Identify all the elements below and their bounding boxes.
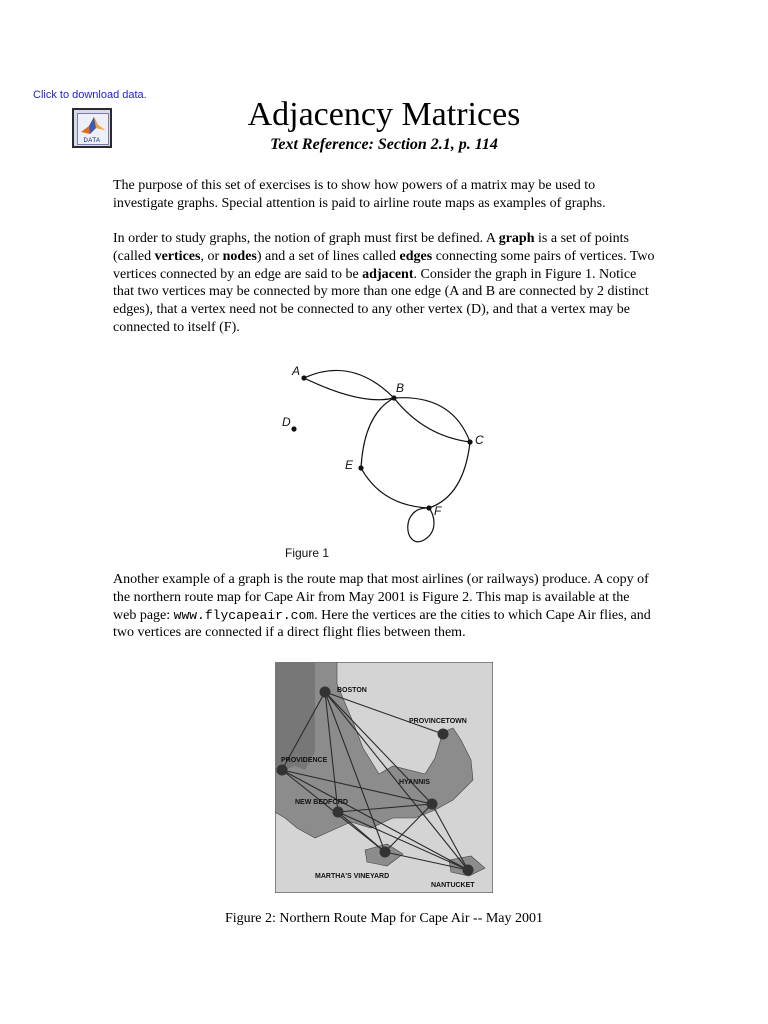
city-label-boston: BOSTON [337,687,367,694]
vertex-label-d: D [282,415,291,429]
page-title: Adjacency Matrices [247,96,521,133]
text-run: is a set of points (called [113,231,630,264]
figure-2-caption: Figure 2: Northern Route Map for Cape Air -- May 2001 [224,911,544,926]
edge-c-f [429,442,470,508]
route-map-paragraph [113,571,656,642]
vertex-label-f: F [434,504,442,518]
vertex-label-e: E [345,458,354,472]
text-run: . Here the vertices are the cities to which Cape Air flies, and two vertices are connected if a direct flight flies between them. [113,607,651,641]
city-marker-new-bedford [333,807,344,818]
vertex-c [467,439,472,444]
city-marker-providence [277,765,288,776]
city-label-providence: PROVIDENCE [281,757,328,764]
download-data-link[interactable]: Click to download data. [33,89,147,101]
city-label-marthas-vineyard: MARTHA'S VINEYARD [315,873,390,880]
edge-e-f [361,468,429,508]
text-reference: Text Reference: Section 2.1, p. 114 [270,136,498,153]
edge-f-loop [408,508,434,542]
cape-air-url: www.flycapeair.com [173,607,315,623]
city-label-nantucket: NANTUCKET [431,882,475,889]
edge-a-b-lower [304,378,394,400]
term-nodes: nodes [222,248,257,264]
term-vertices: vertices [154,248,201,264]
city-marker-provincetown [438,729,449,740]
vertex-d [291,426,296,431]
vertex-label-b: B [396,381,405,395]
figure-1-caption: Figure 1 [285,546,330,560]
figure-1-graph [274,356,504,566]
term-edges: edges [399,248,433,264]
city-marker-marthas-vineyard [380,847,391,858]
text-run: Another example of a graph is the route map that most airlines (or railways) produce. A copy of the northern route map for Cape Air from May 2001 is Figure 2. This map is available at the web page: [113,572,649,623]
figure-2-route-map [275,662,493,893]
city-marker-nantucket [463,865,474,876]
vertex-f [426,505,431,510]
text-run: connecting some pairs of vertices. Two vertices connected by an edge are said to be [113,248,655,282]
city-marker-boston [320,687,331,698]
city-label-new-bedford: NEW BEDFORD [295,799,348,806]
vertex-b [391,395,396,400]
city-label-hyannis: HYANNIS [399,779,430,786]
term-graph: graph [498,231,535,246]
text-run: ) and a set of lines called [256,248,400,264]
term-adjacent: adjacent [362,266,414,282]
vertex-e [358,465,363,470]
data-icon-label: DATA [83,138,101,144]
text-run: . Consider the graph in Figure 1. Notice that two vertices may be connected by more than one edge (A and B are connected by 2 distinct edges), that a vertex need not be connected to any other vertex (D), and that a vertex may be connected to itself (F). [113,266,649,335]
text-run: , or [200,248,223,264]
intro-paragraph: The purpose of this set of exercises is to show how powers of a matrix may be used to investigate graphs. Special attention is paid to airline route maps as examples of graphs. [113,178,606,211]
city-marker-hyannis [427,799,438,810]
edge-b-c-upper [394,398,470,442]
definition-paragraph [113,230,656,337]
city-label-provincetown: PROVINCETOWN [409,718,467,725]
vertex-label-a: A [292,364,301,378]
edge-b-c-lower [394,398,470,442]
edge-b-e [361,398,394,468]
vertex-label-c: C [475,433,484,447]
vertex-a [301,375,306,380]
text-run: In order to study graphs, the notion of graph must first be defined. A [113,231,499,246]
